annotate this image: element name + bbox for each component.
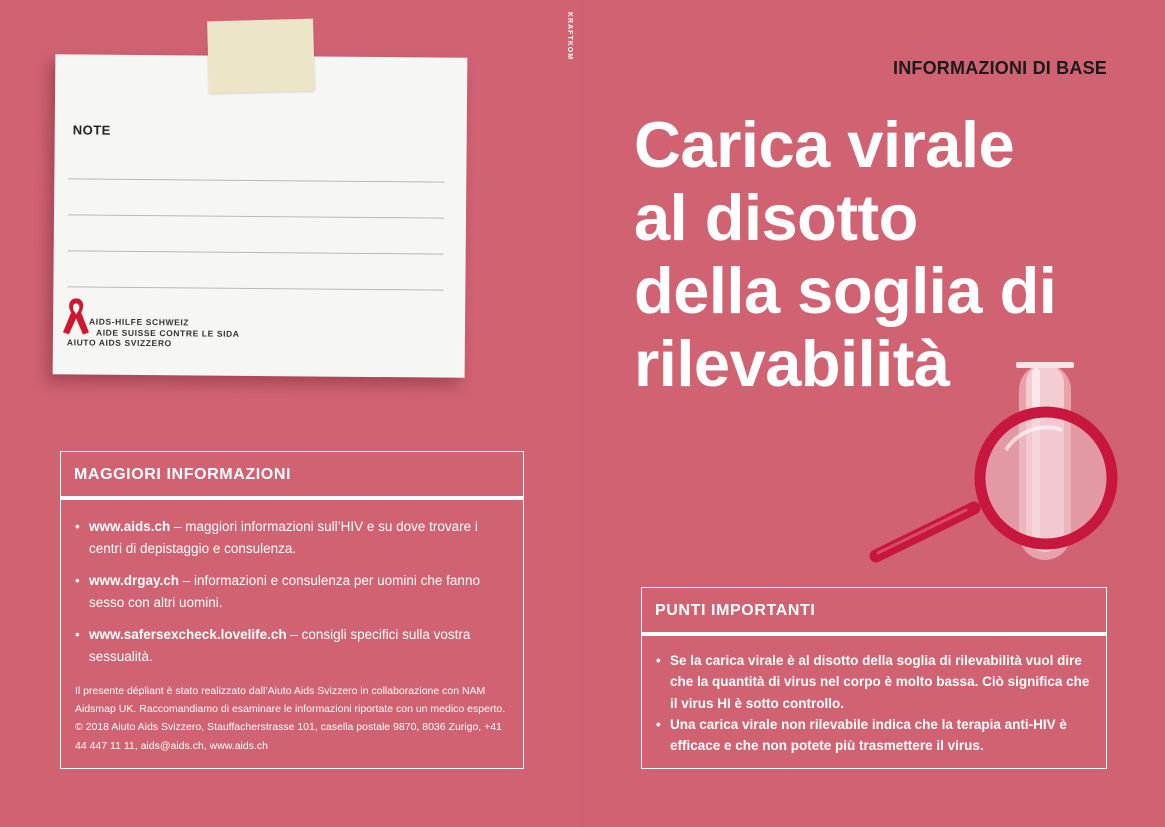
printer-mark: KRAFTKOM (566, 12, 573, 61)
org-name-de: AIDS-HILFE SCHWEIZ (89, 316, 190, 328)
page-fold (582, 0, 583, 827)
link-description: – informazioni e consulenza per uomini che fanno sesso con altri uomini. (89, 573, 480, 610)
headline-line: rilevabilità (634, 327, 950, 400)
org-name-it: AIUTO AIDS SVIZZERO (66, 337, 172, 349)
key-points-heading: PUNTI IMPORTANTI (642, 588, 1106, 636)
key-points-list (642, 636, 1106, 756)
list-item (75, 570, 503, 613)
link-safersexcheck[interactable]: www.safersexcheck.lovelife.ch (89, 627, 287, 642)
link-aids[interactable]: www.aids.ch (89, 519, 171, 534)
credits-text: Il presente dépliant è stato realizzato dall’Aiuto Aids Svizzero in collaborazione con NAM Aidsmap UK. Raccomandiamo di esaminare le informazioni riportate con un medico esperto. © 2018 Aiuto Aids Svizzero, Stauffacherstrasse 101, casella postale 9870, 8036 Zurigo, +41 44 447 11 11, aids@aids.ch, www.aids.ch (75, 685, 506, 752)
list-item: • Se la carica virale è al disotto della soglia di rilevabilità vuol dire che la quantità di virus nel corpo è molto bassa. Ciò significa che il virus HI è sotto controllo. (656, 650, 1092, 714)
note-title: NOTE (72, 122, 111, 138)
more-info-box (60, 451, 524, 769)
red-ribbon-icon (61, 296, 91, 336)
headline-line: della soglia di (634, 254, 1057, 327)
link-drgay[interactable]: www.drgay.ch (89, 573, 180, 588)
link-description: – consigli specifici sulla vostra sessualità. (89, 627, 471, 664)
headline-line: al disotto (634, 181, 918, 254)
kicker-label: INFORMAZIONI DI BASE (893, 58, 1107, 78)
adhesive-tape (207, 19, 315, 94)
more-info-heading: MAGGIORI INFORMAZIONI (61, 452, 523, 500)
note-line (67, 286, 443, 290)
list-item (75, 516, 503, 559)
org-name-fr: AIDE SUISSE CONTRE LE SIDA (95, 327, 240, 339)
note-line (68, 214, 444, 218)
key-points-box (641, 587, 1107, 769)
magnifier-test-tube-illustration (866, 360, 1126, 580)
link-description: – maggiori informazioni sull’HIV e su dove trovare i centri di depistaggio e consulenza. (89, 519, 478, 556)
headline-line: Carica virale (634, 108, 1015, 181)
more-info-list (61, 500, 523, 667)
list-item (75, 624, 503, 667)
note-line (68, 250, 444, 254)
note-card (53, 54, 468, 378)
note-line (68, 178, 444, 182)
list-item: • Una carica virale non rilevabile indica che la terapia anti-HIV è efficace e che non potete più trasmettere il virus. (656, 714, 1092, 757)
headline (634, 108, 1134, 400)
magnifying-glass-icon (876, 412, 1112, 556)
